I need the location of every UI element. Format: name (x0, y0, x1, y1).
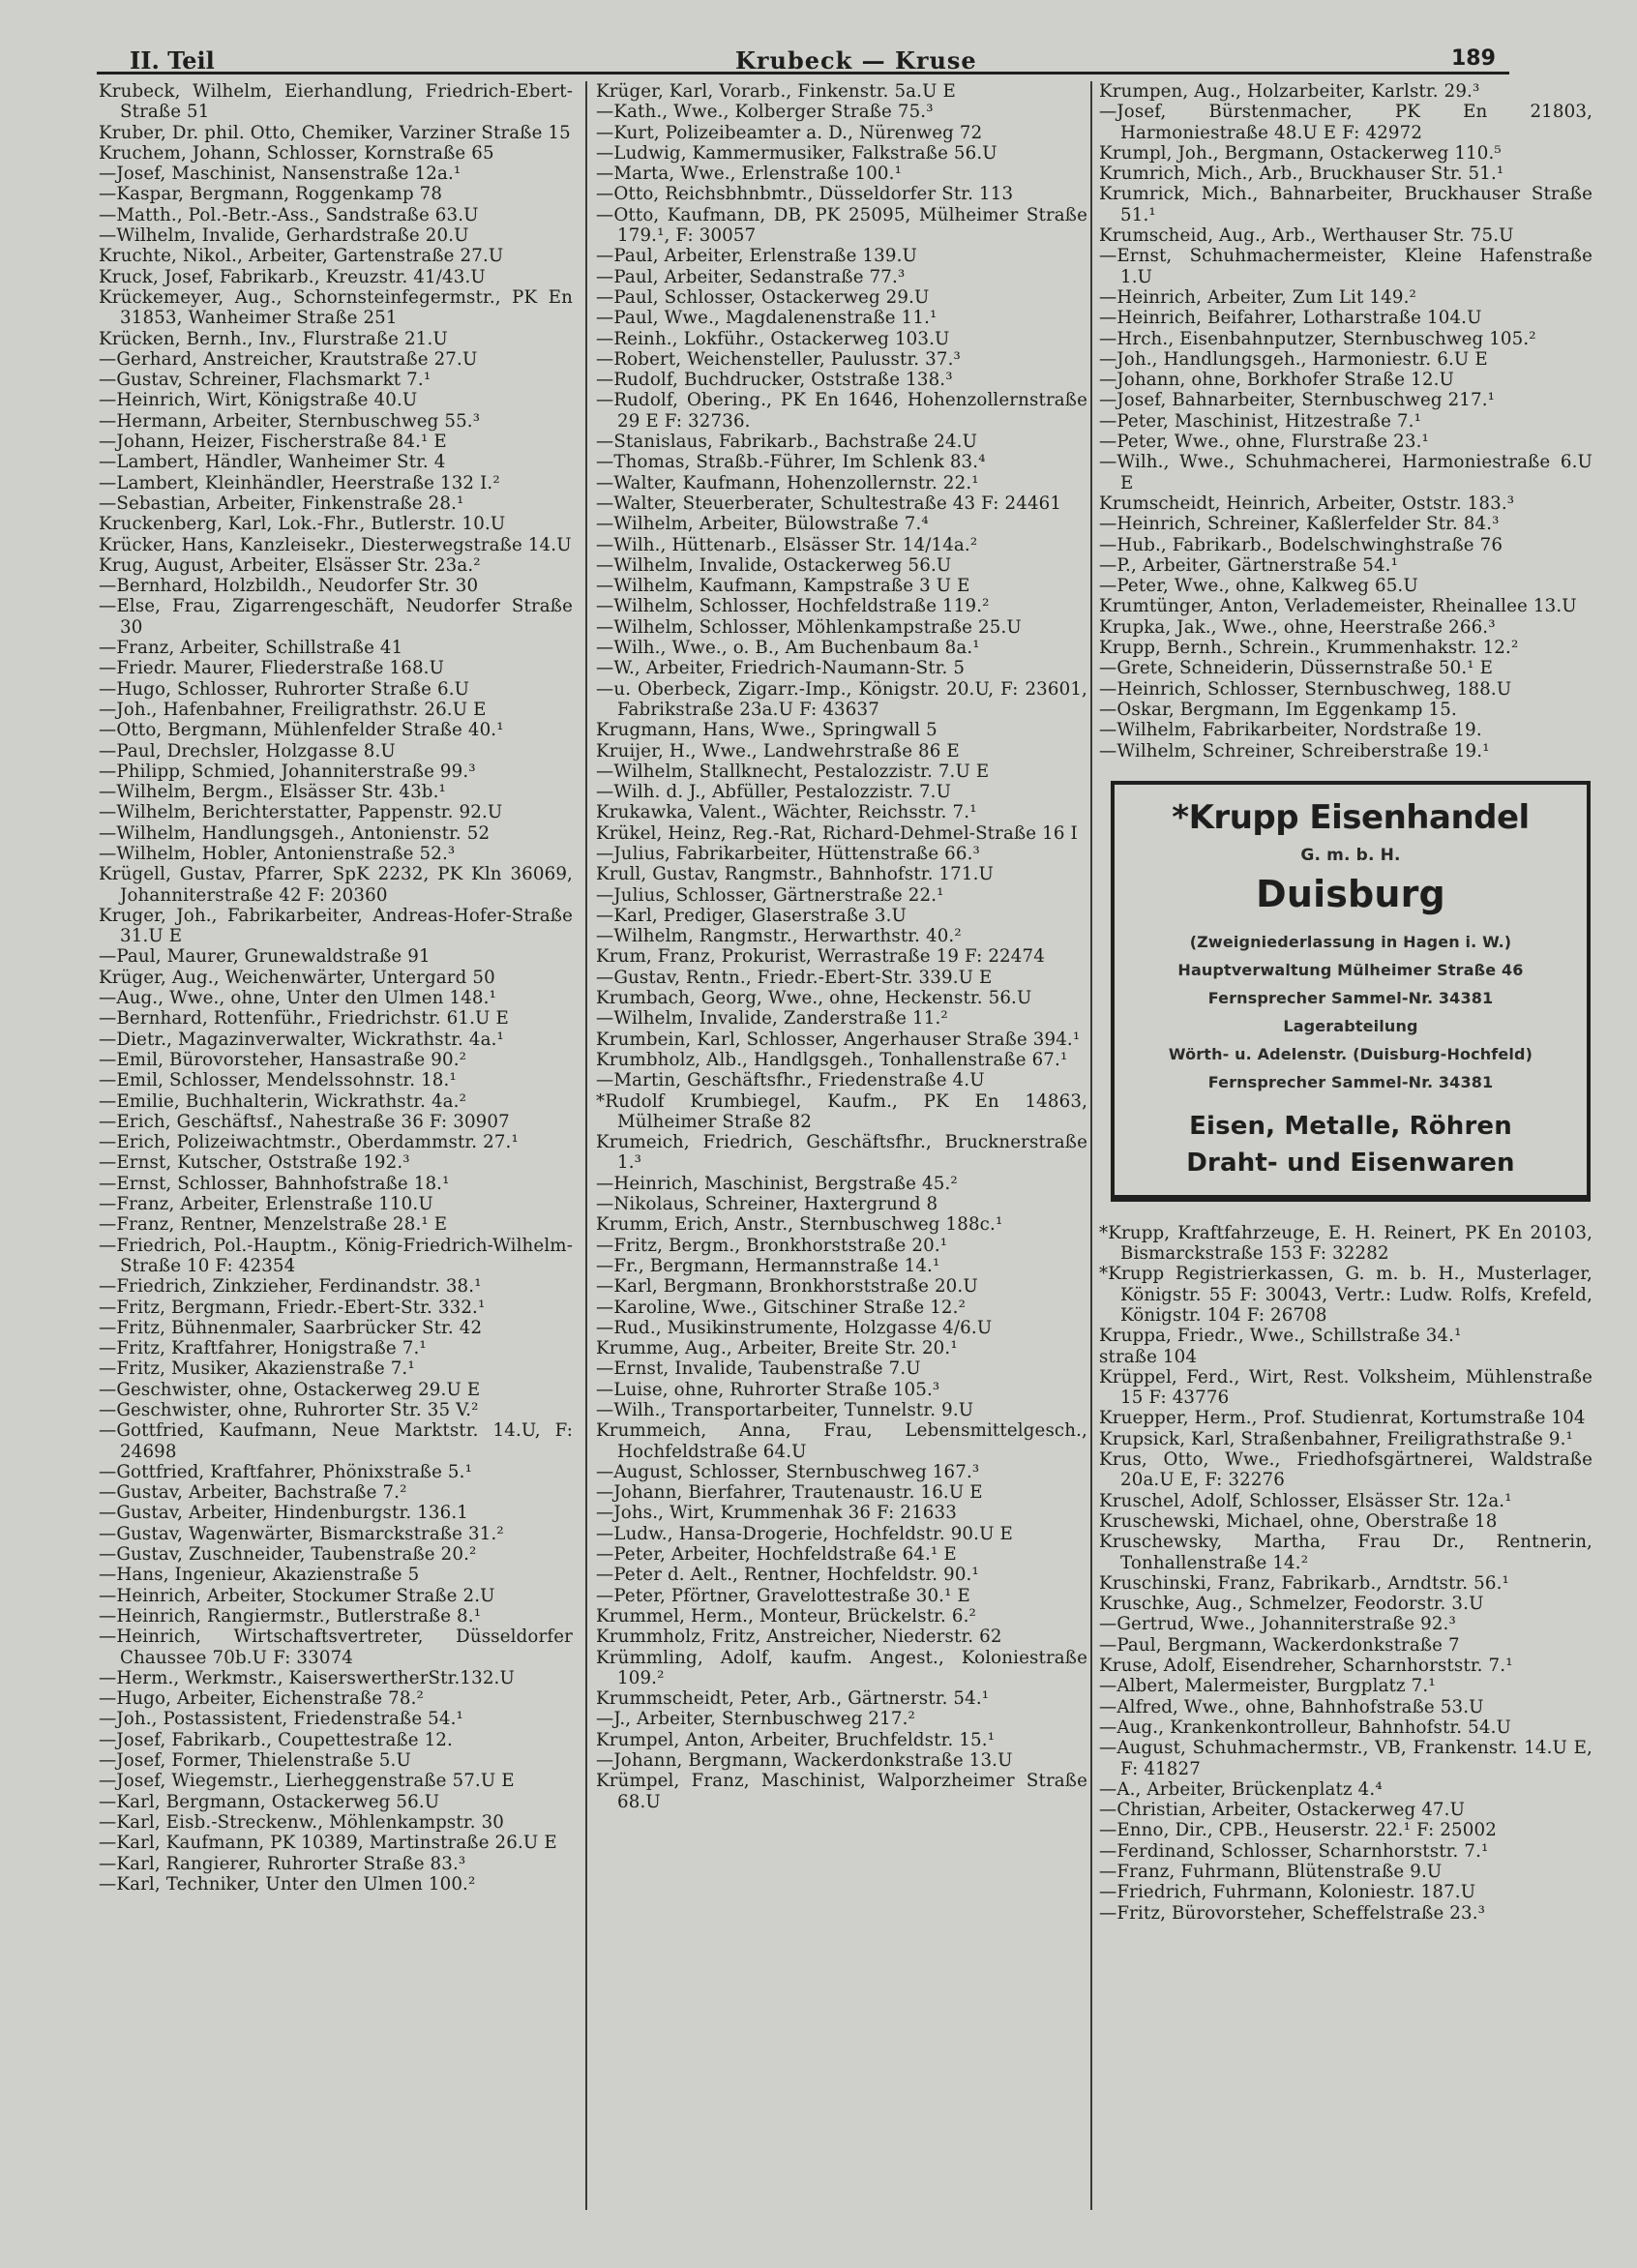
directory-entry: Kruschke, Aug., Schmelzer, Feodorstr. 3.U (1099, 1594, 1484, 1615)
directory-entry: —Erich, Geschäftsf., Nahestraße 36 F: 30907 (99, 1111, 510, 1132)
directory-entry: straße 104 (1099, 1346, 1198, 1367)
directory-entry: —Peter, Pförtner, Gravelottestraße 30.¹ E (596, 1585, 970, 1606)
directory-entry: —Otto, Kaufmann, DB, PK 25095, Mülheimer Straße 179.¹, F: 30057 (596, 204, 1087, 247)
directory-entry: —Wilhelm, Schlosser, Möhlenkampstraße 25.U (596, 616, 1022, 638)
directory-entry: —Josef, Former, Thielenstraße 5.U (99, 1750, 411, 1772)
directory-entry: —Luise, ohne, Ruhrorter Straße 105.³ (596, 1379, 940, 1400)
directory-entry: Krukawka, Valent., Wächter, Reichsstr. 7.¹ (596, 802, 977, 823)
directory-entry: —Peter, Arbeiter, Hochfeldstraße 64.¹ E (596, 1544, 957, 1566)
directory-entry: Kruschel, Adolf, Schlosser, Elsässer Str. 12a.¹ (1099, 1490, 1512, 1511)
directory-entry: —Erich, Polizeiwachtmstr., Oberdammstr. 27.¹ (99, 1132, 519, 1153)
directory-entry: —Gustav, Wagenwärter, Bismarckstraße 31.² (99, 1523, 504, 1544)
directory-entry: Krumbein, Karl, Schlosser, Angerhauser Straße 394.¹ (596, 1029, 1081, 1050)
directory-entry: —Karl, Bergmann, Bronkhorststraße 20.U (596, 1276, 978, 1298)
directory-entry: —Paul, Wwe., Magdalenenstraße 11.¹ (596, 308, 938, 329)
directory-entry: —Kaspar, Bergmann, Roggenkamp 78 (99, 184, 443, 205)
directory-entry: —Heinrich, Schreiner, Kaßlerfelder Str. 84.³ (1099, 514, 1500, 535)
directory-entry: Krumscheid, Aug., Arb., Werthauser Str. 75.U (1099, 225, 1514, 247)
directory-entry: —Heinrich, Arbeiter, Zum Lit 149.² (1099, 286, 1416, 308)
directory-entry: —Joh., Handlungsgeh., Harmoniestr. 6.U E (1099, 348, 1488, 370)
ad-title: *Krupp Eisenhandel (1172, 797, 1530, 837)
directory-entry: —Paul, Maurer, Grunewaldstraße 91 (99, 946, 431, 968)
directory-entry: —Josef, Bürstenmacher, PK En 21803, Harmoniestraße 48.U E F: 42972 (1099, 102, 1592, 143)
directory-entry: —Hugo, Schlosser, Ruhrorter Straße 6.U (99, 678, 470, 700)
directory-entry: —Fr., Bergmann, Hermannstraße 14.¹ (596, 1255, 940, 1276)
directory-entry: Krumrick, Mich., Bahnarbeiter, Bruckhauser Straße 51.¹ (1099, 184, 1592, 225)
directory-column-2 (596, 81, 1087, 1812)
directory-entry: —Heinrich, Rangiermstr., Butlerstraße 8.¹ (99, 1605, 482, 1626)
ad-city: Duisburg (1256, 872, 1445, 915)
directory-entry: —Wilhelm, Arbeiter, Bülowstraße 7.⁴ (596, 514, 929, 535)
directory-entry: —Aug., Krankenkontrolleur, Bahnhofstr. 54.U (1099, 1716, 1511, 1738)
page-range-title: Krubeck — Kruse (735, 46, 977, 75)
directory-entry: —Thomas, Straßb.-Führer, Im Schlenk 83.⁴ (596, 452, 986, 473)
directory-entry: —Reinh., Lokführ., Ostackerweg 103.U (596, 328, 950, 349)
directory-entry: —Johs., Wirt, Krummenhak 36 F: 21633 (596, 1503, 957, 1524)
ad-line: (Zweigniederlassung in Hagen i. W.) (1189, 932, 1512, 951)
page-number: 189 (1451, 46, 1496, 71)
directory-entry: —Friedrich, Zinkzieher, Ferdinandstr. 38.¹ (99, 1276, 482, 1298)
directory-entry: —Franz, Fuhrmann, Blütenstraße 9.U (1099, 1862, 1443, 1882)
directory-entry: —Paul, Arbeiter, Erlenstraße 139.U (596, 246, 917, 267)
directory-entry: Krugmann, Hans, Wwe., Springwall 5 (596, 720, 938, 741)
directory-entry: —Fritz, Musiker, Akazienstraße 7.¹ (99, 1358, 415, 1380)
directory-entry: —Lambert, Kleinhändler, Heerstraße 132 I.² (99, 472, 500, 493)
page-header (97, 43, 1509, 75)
directory-entry: —Wilhelm, Kaufmann, Kampstraße 3 U E (596, 576, 970, 597)
directory-entry: —Else, Frau, Zigarrengeschäft, Neudorfer Straße 30 (99, 596, 573, 638)
directory-entry: *Krupp Registrierkassen, G. m. b. H., Musterlager, Königstr. 55 F: 30043, Vertr.: Ludw. Rolfs, Krefeld, Königstr. 104 F: 26708 (1099, 1264, 1592, 1326)
directory-entry: —Wilh., Transportarbeiter, Tunnelstr. 9.U (596, 1400, 974, 1420)
column-3-entries-top (1099, 81, 1592, 761)
directory-entry: Krücken, Bernh., Inv., Flurstraße 21.U (99, 328, 448, 349)
directory-entry: —Peter d. Aelt., Rentner, Hochfeldstr. 90.¹ (596, 1565, 979, 1586)
directory-column-3 (1099, 81, 1592, 1924)
column-divider (585, 81, 587, 2210)
directory-entry: Krumeich, Friedrich, Geschäftsfhr., Brucknerstraße 1.³ (596, 1132, 1087, 1174)
directory-entry: —Rudolf, Buchdrucker, Oststraße 138.³ (596, 370, 953, 391)
directory-entry: —Fritz, Bergmann, Friedr.-Ebert-Str. 332.¹ (99, 1297, 486, 1318)
directory-entry: —Wilhelm, Fabrikarbeiter, Nordstraße 19. (1099, 720, 1482, 741)
directory-entry: —A., Arbeiter, Brückenplatz 4.⁴ (1099, 1778, 1383, 1800)
directory-entry: —Franz, Rentner, Menzelstraße 28.¹ E (99, 1214, 448, 1236)
directory-entry: —Geschwister, ohne, Ostackerweg 29.U E (99, 1379, 481, 1400)
directory-entry: —Otto, Reichsbhnbmtr., Düsseldorfer Str. 113 (596, 184, 1014, 205)
directory-entry: —Wilh., Wwe., Schuhmacherei, Harmoniestraße 6.U E (1099, 452, 1592, 493)
directory-entry: —Julius, Schlosser, Gärtnerstraße 22.¹ (596, 884, 944, 906)
directory-entry: —Christian, Arbeiter, Ostackerweg 47.U (1099, 1800, 1466, 1821)
directory-entry: —Karoline, Wwe., Gitschiner Straße 12.² (596, 1297, 967, 1318)
directory-entry: —Paul, Drechsler, Holzgasse 8.U (99, 740, 396, 761)
directory-entry: —Johann, Bergmann, Wackerdonkstraße 13.U (596, 1750, 1013, 1772)
directory-entry: Kruschinski, Franz, Fabrikarb., Arndtstr. 56.¹ (1099, 1572, 1509, 1594)
directory-entry: —Peter, Wwe., ohne, Flurstraße 23.¹ (1099, 432, 1429, 453)
directory-entry: Krumrich, Mich., Arb., Bruckhauser Str. 51.¹ (1099, 164, 1504, 185)
directory-entry: —Heinrich, Wirtschaftsvertreter, Düsseldorfer Chaussee 70b.U F: 33074 (99, 1626, 573, 1668)
directory-entry: —Martin, Geschäftsfhr., Friedenstraße 4.U (596, 1070, 985, 1091)
directory-entry: —Gustav, Arbeiter, Hindenburgstr. 136.1 (99, 1503, 468, 1524)
directory-entry: —Karl, Rangierer, Ruhrorter Straße 83.³ (99, 1853, 466, 1874)
directory-entry: —Wilhelm, Invalide, Gerhardstraße 20.U (99, 225, 469, 247)
directory-entry: —Franz, Arbeiter, Erlenstraße 110.U (99, 1194, 433, 1215)
directory-entry: —Wilhelm, Schreiner, Schreiberstraße 19.¹ (1099, 740, 1490, 761)
directory-entry: —Ludw., Hansa-Drogerie, Hochfeldstr. 90.U E (596, 1523, 1013, 1544)
directory-entry: —Josef, Fabrikarb., Coupettestraße 12. (99, 1729, 453, 1750)
directory-entry: —Kurt, Polizeibeamter a. D., Nürenweg 72 (596, 122, 983, 143)
directory-entry: Krupka, Jak., Wwe., ohne, Heerstraße 266.³ (1099, 616, 1496, 638)
directory-entry: —Grete, Schneiderin, Düssernstraße 50.¹ E (1099, 658, 1494, 679)
directory-entry: Krüger, Karl, Vorarb., Finkenstr. 5a.U E (596, 81, 956, 102)
directory-entry: Krumpl, Joh., Bergmann, Ostackerweg 110.⁵ (1099, 142, 1502, 164)
directory-entry: —Friedrich, Pol.-Hauptm., König-Friedrich-Wilhelm-Straße 10 F: 42354 (99, 1235, 573, 1276)
directory-entry: —Alfred, Wwe., ohne, Bahnhofstraße 53.U (1099, 1696, 1484, 1717)
directory-entry: —Joh., Postassistent, Friedenstraße 54.¹ (99, 1709, 463, 1730)
directory-column-1 (99, 81, 573, 1895)
directory-entry: —Wilhelm, Hobler, Antonienstraße 52.³ (99, 843, 456, 864)
directory-entry: Krügell, Gustav, Pfarrer, SpK 2232, PK Kln 36069, Johanniterstraße 42 F: 20360 (99, 864, 573, 906)
directory-entry: Krumm, Erich, Anstr., Sternbuschweg 188c.¹ (596, 1214, 1003, 1236)
directory-entry: —Gustav, Rentn., Friedr.-Ebert-Str. 339.U E (596, 967, 993, 988)
directory-entry: —Rud., Musikinstrumente, Holzgasse 4/6.U (596, 1317, 993, 1338)
directory-entry: *Rudolf Krumbiegel, Kaufm., PK En 14863, Mülheimer Straße 82 (596, 1090, 1087, 1132)
ad-goods: Eisen, Metalle, Röhren (1189, 1111, 1512, 1141)
directory-entry: —Emilie, Buchhalterin, Wickrathstr. 4a.² (99, 1090, 467, 1112)
directory-entry: —Gustav, Zuschneider, Taubenstraße 20.² (99, 1544, 477, 1566)
directory-entry: —Ernst, Kutscher, Oststraße 192.³ (99, 1152, 410, 1174)
directory-entry: —Bernhard, Holzbildh., Neudorfer Str. 30 (99, 576, 479, 597)
section-label: II. Teil (130, 46, 215, 75)
directory-entry: —Ernst, Schlosser, Bahnhofstraße 18.¹ (99, 1173, 450, 1194)
directory-entry: —Sebastian, Arbeiter, Finkenstraße 28.¹ (99, 492, 464, 514)
directory-entry: Krücker, Hans, Kanzleisekr., Diesterwegstraße 14.U (99, 534, 572, 555)
ad-line: Lagerabteilung (1283, 1016, 1418, 1035)
directory-entry: —Marta, Wwe., Erlenstraße 100.¹ (596, 164, 903, 185)
directory-entry: —Friedr. Maurer, Fliederstraße 168.U (99, 658, 445, 679)
directory-entry: —Karl, Kaufmann, PK 10389, Martinstraße 26.U E (99, 1833, 557, 1854)
directory-entry: —Geschwister, ohne, Ruhrorter Str. 35 V.² (99, 1400, 479, 1420)
directory-entry: Kruger, Joh., Fabrikarbeiter, Andreas-Hofer-Straße 31.U E (99, 905, 573, 947)
directory-entry: —Ernst, Invalide, Taubenstraße 7.U (596, 1358, 921, 1380)
directory-entry: Krumbholz, Alb., Handlgsgeh., Tonhallenstraße 67.¹ (596, 1049, 1068, 1070)
directory-entry: —Julius, Fabrikarbeiter, Hüttenstraße 66.³ (596, 843, 980, 864)
directory-entry: —Bernhard, Rottenführ., Friedrichstr. 61.U E (99, 1008, 509, 1030)
directory-entry: —Fritz, Kraftfahrer, Honigstraße 7.¹ (99, 1338, 427, 1359)
directory-entry: —Ernst, Schuhmachermeister, Kleine Hafenstraße 1.U (1099, 246, 1592, 287)
column-divider (1090, 81, 1092, 2210)
directory-entry: Krüppel, Ferd., Wirt, Rest. Volksheim, Mühlenstraße 15 F: 43776 (1099, 1366, 1592, 1409)
directory-entry: —Heinrich, Maschinist, Bergstraße 45.² (596, 1173, 958, 1194)
directory-entry: —Johann, Heizer, Fischerstraße 84.¹ E (99, 432, 447, 453)
directory-entry: —Gottfried, Kraftfahrer, Phönixstraße 5.¹ (99, 1461, 473, 1482)
directory-entry: —Philipp, Schmied, Johanniterstraße 99.³ (99, 761, 476, 782)
ad-goods: Draht- und Eisenwaren (1186, 1148, 1515, 1178)
directory-entry: Kruse, Adolf, Eisendreher, Scharnhorststr. 7.¹ (1099, 1656, 1513, 1677)
directory-entry: —Emil, Schlosser, Mendelssohnstr. 18.¹ (99, 1070, 457, 1091)
column-3-entries-bottom (1099, 1223, 1592, 1924)
directory-entry: —Otto, Bergmann, Mühlenfelder Straße 40.¹ (99, 720, 504, 741)
directory-entry: —J., Arbeiter, Sternbuschweg 217.² (596, 1709, 915, 1730)
directory-entry: Krümmling, Adolf, kaufm. Angest., Koloniestraße 109.² (596, 1647, 1087, 1688)
directory-entry: —W., Arbeiter, Friedrich-Naumann-Str. 5 (596, 658, 966, 679)
directory-entry: —Johann, ohne, Borkhofer Straße 12.U (1099, 370, 1454, 391)
directory-entry: —Wilh. d. J., Abfüller, Pestalozzistr. 7.U (596, 782, 952, 803)
directory-entry: —Friedrich, Fuhrmann, Koloniestr. 187.U (1099, 1882, 1476, 1903)
directory-entry: —P., Arbeiter, Gärtnerstraße 54.¹ (1099, 554, 1399, 576)
directory-entry: —Paul, Arbeiter, Sedanstraße 77.³ (596, 266, 906, 287)
directory-entry: —Robert, Weichensteller, Paulusstr. 37.³ (596, 348, 961, 370)
directory-entry: Krückemeyer, Aug., Schornsteinfegermstr., PK En 31853, Wanheimer Straße 251 (99, 286, 573, 329)
directory-entry: —Gustav, Arbeiter, Bachstraße 7.² (99, 1482, 407, 1504)
directory-entry: —Peter, Maschinist, Hitzestraße 7.¹ (1099, 410, 1422, 432)
directory-entry: —Karl, Bergmann, Ostackerweg 56.U (99, 1791, 440, 1812)
directory-entry: Kruber, Dr. phil. Otto, Chemiker, Varziner Straße 15 (99, 122, 571, 143)
directory-entry: Krumpen, Aug., Holzarbeiter, Karlstr. 29.³ (1099, 81, 1480, 102)
directory-entry: —Karl, Prediger, Glaserstraße 3.U (596, 905, 907, 926)
directory-entry: —Aug., Wwe., ohne, Unter den Ulmen 148.¹ (99, 988, 497, 1009)
directory-entry: Kruepper, Herm., Prof. Studienrat, Kortumstraße 104 (1099, 1408, 1586, 1429)
directory-entry: Kruchem, Johann, Schlosser, Kornstraße 65 (99, 142, 494, 164)
directory-entry: Krummscheidt, Peter, Arb., Gärtnerstr. 54.¹ (596, 1688, 990, 1710)
directory-entry: Krus, Otto, Wwe., Friedhofsgärtnerei, Waldstraße 20a.U E, F: 32276 (1099, 1449, 1592, 1491)
directory-entry: —Gertrud, Wwe., Johanniterstraße 92.³ (1099, 1614, 1456, 1635)
directory-entry: —Kath., Wwe., Kolberger Straße 75.³ (596, 102, 934, 123)
directory-entry: —Wilh., Hüttenarb., Elsässer Str. 14/14a.² (596, 534, 978, 555)
directory-entry: —Hrch., Eisenbahnputzer, Sternbuschweg 105.² (1099, 328, 1536, 349)
directory-entry: —Nikolaus, Schreiner, Haxtergrund 8 (596, 1194, 938, 1215)
directory-entry: Krug, August, Arbeiter, Elsässer Str. 23a.² (99, 554, 481, 576)
directory-entry: Krükel, Heinz, Reg.-Rat, Richard-Dehmel-Straße 16 I (596, 822, 1078, 844)
directory-entry: —Josef, Maschinist, Nansenstraße 12a.¹ (99, 164, 461, 185)
directory-entry: —Johann, Bierfahrer, Trautenaustr. 16.U E (596, 1482, 983, 1504)
directory-entry: —Paul, Bergmann, Wackerdonkstraße 7 (1099, 1634, 1460, 1656)
directory-entry: —August, Schlosser, Sternbuschweg 167.³ (596, 1461, 980, 1482)
directory-entry: —Oskar, Bergmann, Im Eggenkamp 15. (1099, 699, 1457, 720)
ad-line: Fernsprecher Sammel-Nr. 34381 (1207, 1072, 1494, 1091)
directory-entry: Krümpel, Franz, Maschinist, Walporzheimer Straße 68.U (596, 1771, 1087, 1812)
ad-line: Wörth- u. Adelenstr. (Duisburg-Hochfeld) (1168, 1044, 1533, 1063)
directory-entry: Kruijer, H., Wwe., Landwehrstraße 86 E (596, 740, 960, 761)
directory-entry: Krummholz, Fritz, Anstreicher, Niederstr. 62 (596, 1626, 1002, 1648)
directory-entry: —Gerhard, Anstreicher, Krautstraße 27.U (99, 348, 478, 370)
directory-entry: Krüger, Aug., Weichenwärter, Untergard 50 (99, 967, 495, 988)
directory-entry: Krumbach, Georg, Wwe., ohne, Heckenstr. 56.U (596, 988, 1032, 1009)
directory-entry: Krumme, Aug., Arbeiter, Breite Str. 20.¹ (596, 1338, 958, 1359)
directory-entry: —Wilhelm, Bergm., Elsässer Str. 43b.¹ (99, 782, 446, 803)
directory-entry: —Enno, Dir., CPB., Heuserstr. 22.¹ F: 25002 (1099, 1820, 1497, 1841)
directory-entry: —Paul, Schlosser, Ostackerweg 29.U (596, 286, 930, 308)
directory-entry: —Hans, Ingenieur, Akazienstraße 5 (99, 1565, 420, 1586)
directory-entry: Krumscheidt, Heinrich, Arbeiter, Oststr. 183.³ (1099, 492, 1515, 514)
directory-entry: —Stanislaus, Fabrikarb., Bachstraße 24.U (596, 432, 978, 453)
directory-entry: —Heinrich, Beifahrer, Lotharstraße 104.U (1099, 308, 1482, 329)
directory-entry: —Josef, Wiegemstr., Lierheggenstraße 57.U E (99, 1771, 515, 1792)
directory-entry: —Rudolf, Obering., PK En 1646, Hohenzollernstraße 29 E F: 32736. (596, 390, 1087, 432)
directory-entry: —Walter, Steuerberater, Schultestraße 43 F: 24461 (596, 492, 1062, 514)
directory-entry: Krupp, Bernh., Schrein., Krummenhakstr. 12.² (1099, 638, 1519, 659)
directory-entry: —Josef, Bahnarbeiter, Sternbuschweg 217.¹ (1099, 390, 1496, 411)
directory-entry: Kruchte, Nikol., Arbeiter, Gartenstraße 27.U (99, 246, 504, 267)
directory-entry: —Heinrich, Wirt, Königstraße 40.U (99, 390, 418, 411)
advertisement-krupp-eisenhandel (1111, 781, 1591, 1202)
directory-entry: —Franz, Arbeiter, Schillstraße 41 (99, 638, 403, 659)
directory-entry: *Krupp, Kraftfahrzeuge, E. H. Reinert, PK En 20103, Bismarckstraße 153 F: 32282 (1099, 1222, 1592, 1265)
directory-entry: —Gustav, Schreiner, Flachsmarkt 7.¹ (99, 370, 432, 391)
directory-entry: —August, Schuhmachermstr., VB, Frankenstr. 14.U E, F: 41827 (1099, 1738, 1592, 1779)
directory-entry: Krum, Franz, Prokurist, Werrastraße 19 F: 22474 (596, 946, 1045, 968)
directory-entry: Krumtünger, Anton, Verlademeister, Rheinallee 13.U (1099, 596, 1577, 617)
directory-entry: —Wilhelm, Invalide, Zanderstraße 11.² (596, 1008, 948, 1030)
directory-entry: —Lambert, Händler, Wanheimer Str. 4 (99, 452, 446, 473)
directory-entry: —Gottfried, Kaufmann, Neue Marktstr. 14.U, F: 24698 (99, 1420, 573, 1462)
directory-entry: —Herm., Werkmstr., KaiserswertherStr.132.U (99, 1667, 515, 1688)
directory-entry: —Wilhelm, Handlungsgeh., Antonienstr. 52 (99, 822, 491, 844)
directory-entry: —Hermann, Arbeiter, Sternbuschweg 55.³ (99, 410, 481, 432)
directory-entry: —Heinrich, Schlosser, Sternbuschweg, 188.U (1099, 678, 1512, 700)
ad-line: Hauptverwaltung Mülheimer Straße 46 (1177, 960, 1524, 979)
directory-entry: —Fritz, Bühnenmaler, Saarbrücker Str. 42 (99, 1317, 483, 1338)
directory-entry: —Albert, Malermeister, Burgplatz 7.¹ (1099, 1676, 1436, 1697)
directory-entry: Kruck, Josef, Fabrikarb., Kreuzstr. 41/43.U (99, 266, 486, 287)
directory-entry: —Joh., Hafenbahner, Freiligrathstr. 26.U E (99, 699, 487, 720)
directory-entry: —Wilhelm, Schlosser, Hochfeldstraße 119.² (596, 596, 990, 617)
directory-entry: —Wilhelm, Rangmstr., Herwarthstr. 40.² (596, 926, 962, 947)
directory-entry: —Wilhelm, Invalide, Ostackerweg 56.U (596, 554, 952, 576)
directory-entry: —Karl, Techniker, Unter den Ulmen 100.² (99, 1873, 476, 1895)
directory-entry: —Fritz, Bürovorsteher, Scheffelstraße 23.³ (1099, 1902, 1486, 1924)
directory-entry: —Dietr., Magazinverwalter, Wickrathstr. 4a.¹ (99, 1029, 504, 1050)
directory-entry: —Karl, Eisb.-Streckenw., Möhlenkampstr. 30 (99, 1811, 505, 1833)
directory-entry: Krummel, Herm., Monteur, Brückelstr. 6.² (596, 1605, 976, 1626)
directory-entry: —Hub., Fabrikarb., Bodelschwinghstraße 76 (1099, 534, 1503, 555)
directory-entry: —Emil, Bürovorsteher, Hansastraße 90.² (99, 1049, 467, 1070)
directory-entry: —Matth., Pol.-Betr.-Ass., Sandstraße 63.U (99, 204, 479, 225)
ad-line: Fernsprecher Sammel-Nr. 34381 (1207, 988, 1494, 1007)
directory-entry: Krupsick, Karl, Straßenbahner, Freiligrathstraße 9.¹ (1099, 1428, 1573, 1449)
directory-entry: —Walter, Kaufmann, Hohenzollernstr. 22.¹ (596, 472, 979, 493)
directory-entry: Krull, Gustav, Rangmstr., Bahnhofstr. 171.U (596, 864, 995, 885)
directory-entry: Kruppa, Friedr., Wwe., Schillstraße 34.¹ (1099, 1326, 1462, 1347)
directory-entry: Krumpel, Anton, Arbeiter, Bruchfeldstr. 15.¹ (596, 1729, 996, 1750)
directory-entry: —Wilhelm, Berichterstatter, Pappenstr. 92.U (99, 802, 503, 823)
directory-entry: —u. Oberbeck, Zigarr.-Imp., Königstr. 20.U, F: 23601, Fabrikstraße 23a.U F: 43637 (596, 678, 1087, 720)
ad-legal-form: G. m. b. H. (1300, 845, 1401, 865)
directory-entry: Krubeck, Wilhelm, Eierhandlung, Friedrich-Ebert-Straße 51 (99, 81, 573, 123)
directory-entry: —Peter, Wwe., ohne, Kalkweg 65.U (1099, 576, 1418, 597)
directory-entry: Krummeich, Anna, Frau, Lebensmittelgesch., Hochfeldstraße 64.U (596, 1420, 1087, 1462)
directory-entry: —Ferdinand, Schlosser, Scharnhorststr. 7.¹ (1099, 1840, 1489, 1862)
directory-entry: —Fritz, Bergm., Bronkhorststraße 20.¹ (596, 1235, 948, 1256)
directory-entry: —Wilhelm, Stallknecht, Pestalozzistr. 7.U E (596, 761, 990, 782)
directory-entry: —Ludwig, Kammermusiker, Falkstraße 56.U (596, 142, 997, 164)
directory-entry: Kruschewsky, Martha, Frau Dr., Rentnerin, Tonhallenstraße 14.² (1099, 1532, 1592, 1573)
directory-entry: —Heinrich, Arbeiter, Stockumer Straße 2.U (99, 1585, 495, 1606)
directory-entry: —Hugo, Arbeiter, Eichenstraße 78.² (99, 1688, 424, 1710)
directory-entry: Kruckenberg, Karl, Lok.-Fhr., Butlerstr. 10.U (99, 514, 506, 535)
directory-entry: —Wilh., Wwe., o. B., Am Buchenbaum 8a.¹ (596, 638, 980, 659)
directory-entry: Kruschewski, Michael, ohne, Oberstraße 18 (1099, 1510, 1498, 1532)
